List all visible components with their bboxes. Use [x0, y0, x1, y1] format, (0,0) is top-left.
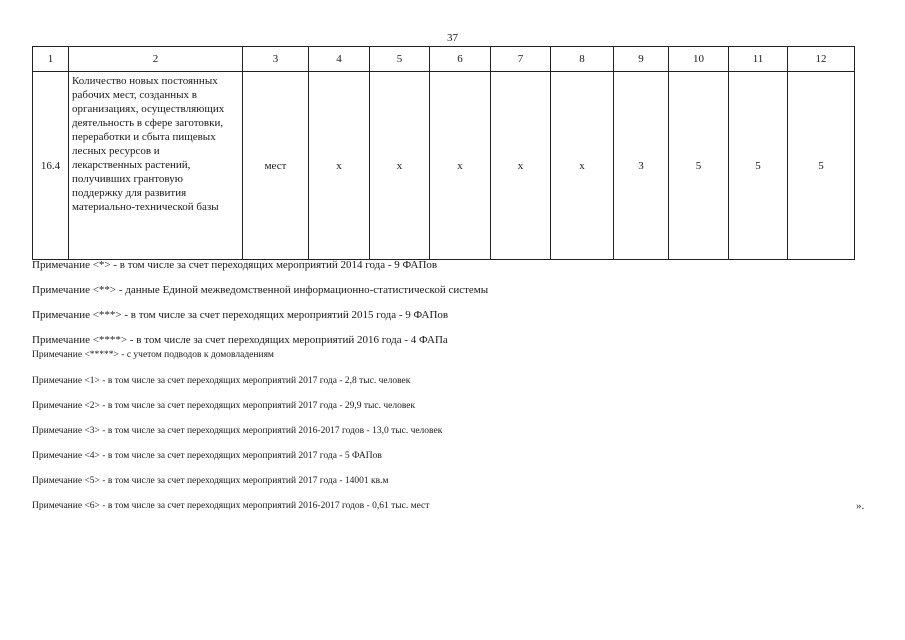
note-item: Примечание <5> - в том числе за счет переходящих мероприятий 2017 года - 14001 кв.м: [32, 476, 389, 486]
header-cell: 3: [243, 47, 309, 72]
row-unit: мест: [243, 72, 309, 260]
note-item: Примечание <**> - данные Единой межведомственной информационно-статистической системы: [32, 284, 489, 296]
note-item: Примечание <****> - в том числе за счет переходящих мероприятий 2016 года - 4 ФАПа: [32, 334, 448, 346]
note-item: Примечание <6> - в том числе за счет переходящих мероприятий 2016-2017 годов - 0,61 тыс. мест: [32, 501, 430, 511]
row-value: х: [309, 72, 370, 260]
row-value: х: [370, 72, 430, 260]
header-cell: 12: [788, 47, 855, 72]
row-value: х: [491, 72, 551, 260]
indicator-table: [32, 46, 855, 260]
row-value: х: [551, 72, 614, 260]
table-header-row: [33, 47, 855, 72]
note-item: Примечание <4> - в том числе за счет переходящих мероприятий 2017 года - 5 ФАПов: [32, 451, 382, 461]
header-cell: 6: [430, 47, 491, 72]
header-cell: 2: [69, 47, 243, 72]
header-cell: 8: [551, 47, 614, 72]
header-cell: 5: [370, 47, 430, 72]
header-cell: 1: [33, 47, 69, 72]
row-value: 5: [669, 72, 729, 260]
page-number: 37: [447, 32, 458, 44]
note-item: Примечание <***> - в том числе за счет переходящих мероприятий 2015 года - 9 ФАПов: [32, 309, 449, 321]
header-cell: 4: [309, 47, 370, 72]
row-value: 3: [614, 72, 669, 260]
note-item: Примечание <1> - в том числе за счет переходящих мероприятий 2017 года - 2,8 тыс. человек: [32, 376, 411, 386]
header-cell: 7: [491, 47, 551, 72]
note-item: Примечание <2> - в том числе за счет переходящих мероприятий 2017 года - 29,9 тыс. человек: [32, 401, 416, 411]
header-cell: 9: [614, 47, 669, 72]
row-description: Количество новых постоянных рабочих мест, созданных в организациях, осуществляющих деятельность в сфере заготовки, переработки и сбыта пищевых лесных ресурсов и лекарственных растений, получивших грантовую поддержку для развития материально-технической базы: [69, 72, 243, 260]
row-value: х: [430, 72, 491, 260]
table-row: [33, 72, 855, 260]
closing-quote: ».: [856, 500, 865, 512]
note-item: Примечание <3> - в том числе за счет переходящих мероприятий 2016-2017 годов - 13,0 тыс. человек: [32, 426, 443, 436]
row-number: 16.4: [33, 72, 69, 260]
row-value: 5: [788, 72, 855, 260]
note-item: Примечание <*****> - с учетом подводов к домовладениям: [32, 350, 274, 360]
note-item: Примечание <*> - в том числе за счет переходящих мероприятий 2014 года - 9 ФАПов: [32, 259, 438, 271]
header-cell: 11: [729, 47, 788, 72]
header-cell: 10: [669, 47, 729, 72]
row-value: 5: [729, 72, 788, 260]
